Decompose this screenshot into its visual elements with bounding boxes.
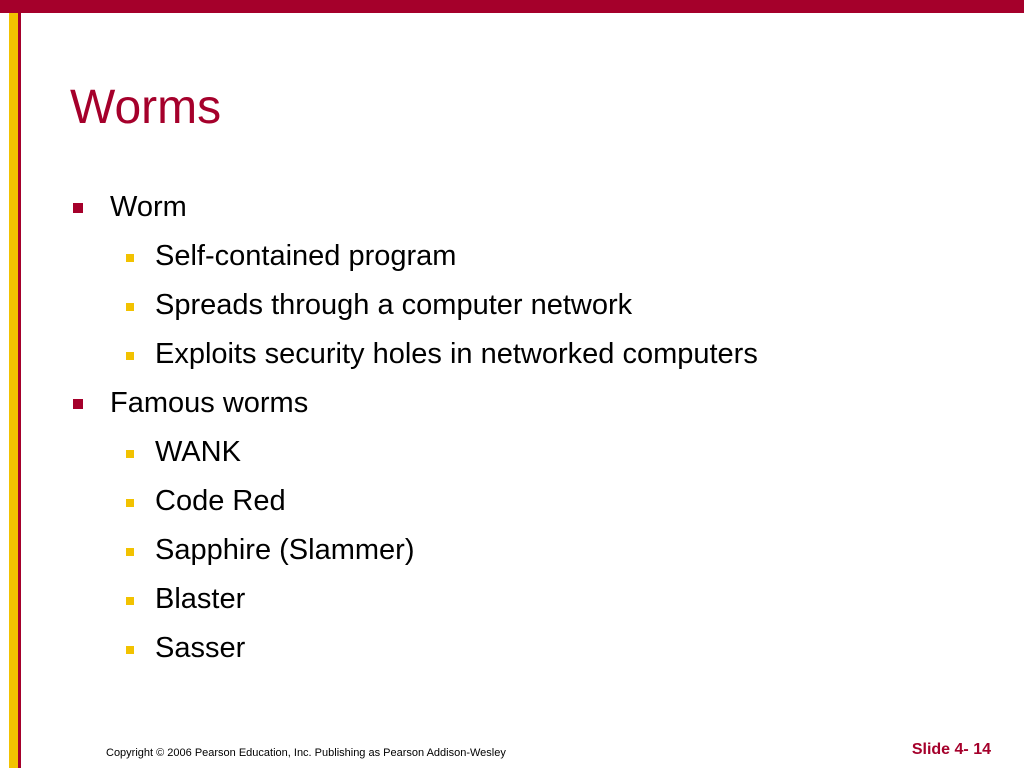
- bullet-text: Sapphire (Slammer): [155, 534, 415, 566]
- bullet-text: Worm: [110, 191, 187, 223]
- bullet-item-sapphire: [155, 533, 414, 567]
- small-square-bullet-icon: [126, 303, 134, 311]
- bullet-item-code-red: [155, 484, 286, 518]
- footer-copyright: Copyright © 2006 Pearson Education, Inc. Publishing as Pearson Addison-Wesley: [106, 747, 506, 759]
- small-square-bullet-icon: [126, 352, 134, 360]
- small-square-bullet-icon: [126, 499, 134, 507]
- bullet-item-worm: [110, 190, 187, 224]
- bullet-text: Spreads through a computer network: [155, 289, 633, 321]
- bullet-text: Sasser: [155, 632, 246, 664]
- bullet-item-spreads: [155, 288, 632, 322]
- small-square-bullet-icon: [126, 254, 134, 262]
- bullet-text: Famous worms: [110, 387, 309, 419]
- square-bullet-icon: [73, 399, 83, 409]
- bullet-text: Self-contained program: [155, 240, 457, 272]
- square-bullet-icon: [73, 203, 83, 213]
- bullet-text: Blaster: [155, 583, 246, 615]
- small-square-bullet-icon: [126, 548, 134, 556]
- bullet-item-blaster: [155, 582, 245, 616]
- bullet-item-exploits: [155, 337, 758, 371]
- bullet-item-sasser: [155, 631, 245, 665]
- small-square-bullet-icon: [126, 597, 134, 605]
- bullet-item-wank: [155, 435, 241, 469]
- small-square-bullet-icon: [126, 450, 134, 458]
- slide-number: Slide 4- 14: [911, 741, 991, 758]
- slide-title: Worms: [70, 81, 222, 134]
- bullet-item-famous-worms: [110, 386, 308, 420]
- bullet-text: Exploits security holes in networked computers: [155, 338, 758, 370]
- bullet-text: WANK: [155, 436, 241, 468]
- bullet-text: Code Red: [155, 485, 286, 517]
- small-square-bullet-icon: [126, 646, 134, 654]
- bullet-item-self-contained: [155, 239, 456, 273]
